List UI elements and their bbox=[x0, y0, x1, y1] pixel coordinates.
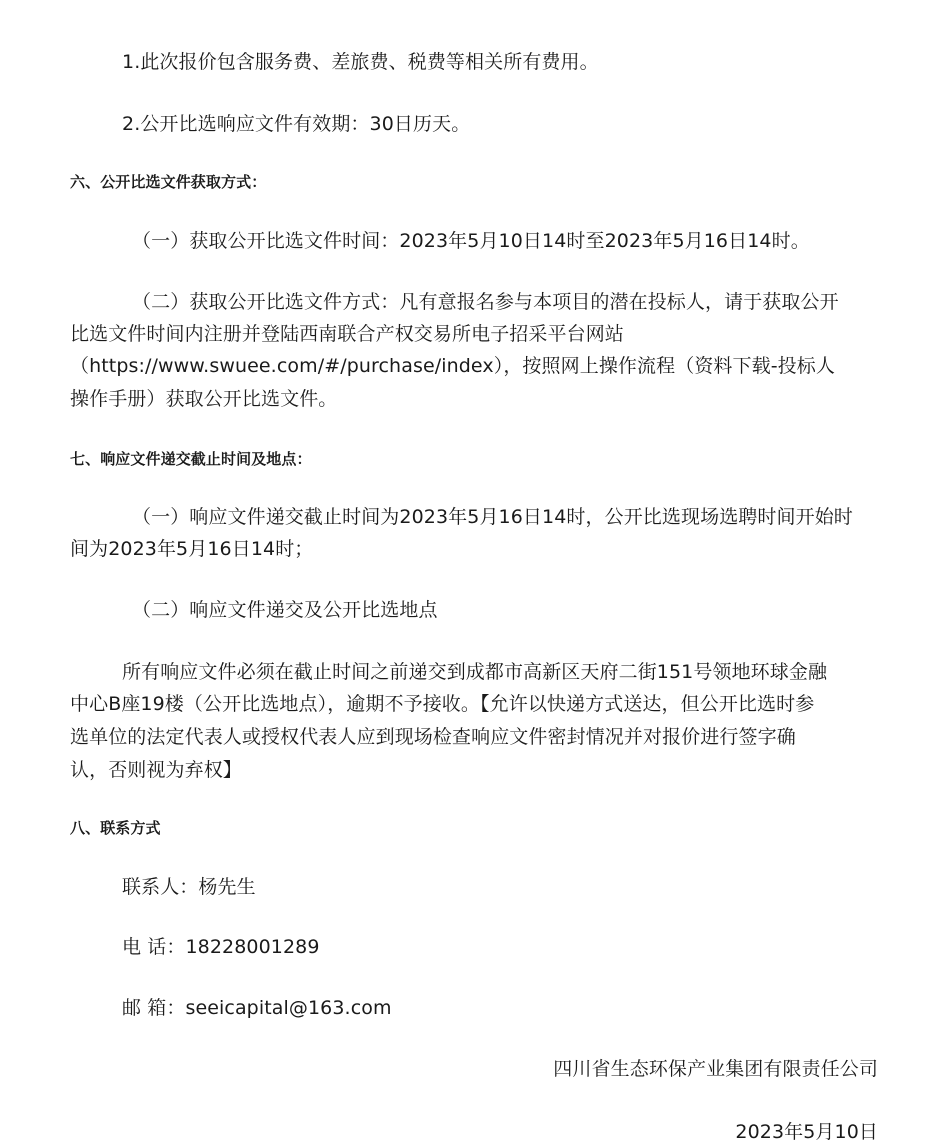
section-7-heading: 七、响应文件递交截止时间及地点： bbox=[70, 450, 312, 468]
section-7-para-line-2: 中心B座19楼（公开比选地点），逾期不予接收。【允许以快递方式送达，但公开比选时参 bbox=[70, 693, 815, 715]
contact-phone: 电 话：18228001289 bbox=[122, 936, 320, 958]
section-7-item-1-line-1: （一）响应文件递交截止时间为2023年5月16日14时，公开比选现场选聘时间开始时 bbox=[132, 506, 853, 528]
section-7-item-1-line-2: 间为2023年5月16日14时； bbox=[70, 538, 314, 560]
signature-date: 2023年5月10日 bbox=[735, 1121, 878, 1143]
signature-company: 四川省生态环保产业集团有限责任公司 bbox=[553, 1058, 878, 1080]
section-8-heading: 八、联系方式 bbox=[70, 819, 161, 837]
section-6-item-2-line-3: （https://www.swuee.com/#/purchase/index），按照网上操作流程（资料下载-投标人 bbox=[70, 355, 835, 377]
section-6-item-2-line-1: （二）获取公开比选文件方式：凡有意报名参与本项目的潜在投标人，请于获取公开 bbox=[132, 291, 839, 313]
price-note-1: 1.此次报价包含服务费、差旅费、税费等相关所有费用。 bbox=[122, 51, 599, 73]
section-7-para-line-3: 选单位的法定代表人或授权代表人应到现场检查响应文件密封情况并对报价进行签字确 bbox=[70, 726, 796, 748]
section-6-heading: 六、公开比选文件获取方式： bbox=[70, 173, 267, 191]
section-7-para-line-1: 所有响应文件必须在截止时间之前递交到成都市高新区天府二街151号领地环球金融 bbox=[122, 661, 828, 683]
section-7-item-2: （二）响应文件递交及公开比选地点 bbox=[132, 599, 438, 621]
section-6-item-2-line-4: 操作手册）获取公开比选文件。 bbox=[70, 388, 338, 410]
section-6-item-1: （一）获取公开比选文件时间：2023年5月10日14时至2023年5月16日14时。 bbox=[132, 230, 810, 252]
section-7-para-line-4: 认，否则视为弃权】 bbox=[70, 759, 242, 781]
contact-person: 联系人：杨先生 bbox=[122, 876, 256, 898]
section-6-item-2-line-2: 比选文件时间内注册并登陆西南联合产权交易所电子招采平台网站 bbox=[70, 323, 624, 345]
price-note-2: 2.公开比选响应文件有效期：30日历天。 bbox=[122, 113, 471, 135]
contact-email: 邮 箱：seeicapital@163.com bbox=[122, 997, 392, 1019]
